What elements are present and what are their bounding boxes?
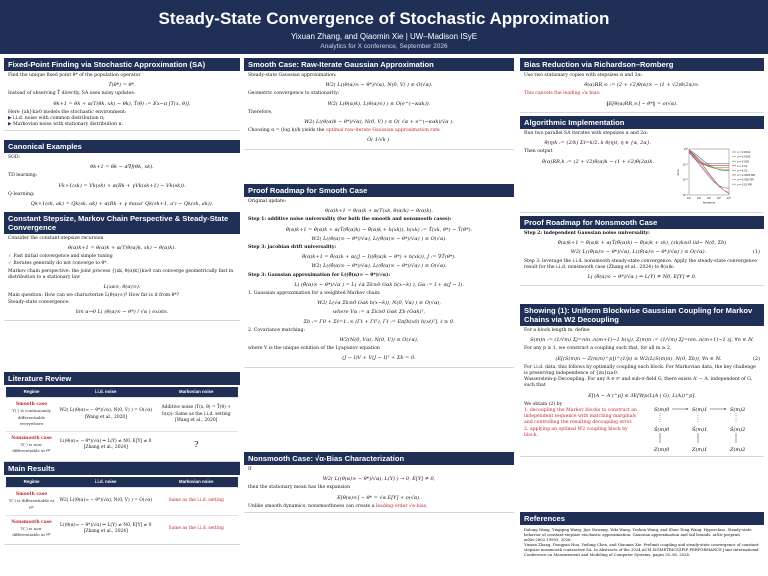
equation: θ̄(α)RR,k := (2 + √2)θ̄(α)k − (1 + √2)θ̄(2α)k. [542,158,654,165]
equation: Õ( 1/√k ). [367,137,391,144]
regime-label: Nonsmooth case [11,519,52,525]
equation: W2(N(0, Vα), N(0, V)) ≤ O(√α), [339,337,419,344]
paragraph: Consider the constant-stepsize recursion [8,236,104,241]
step-label: Step 3: leverage the i.i.d. nonsmooth steady-state convergence. Apply the steady-state convergence result for the i.i.d. nonsmooth case (Zhang et al., 2024) to θ̌(α)k: [524,258,757,270]
showing-coupling-section [520,304,764,457]
section-heading: Proof Roadmap for Nonsmooth Case [520,216,764,229]
main-results-section [4,462,240,545]
equation: θ̃(α)k+1 = θ̃(α)k + α((J − I)(θ̃(α)k − θ*) + b(xk)), J := ∇T̄(θ*). [302,254,456,261]
equation: Σb := Γ0 + Σℓ=1..∞ (Γℓ + Γℓᵀ), Γℓ := Eπ[b(x0) b(xℓ)ᵀ], ℓ ≥ 0. [303,318,455,325]
paragraph: For a block length m, define [524,328,590,333]
paragraph: then the stationary mean has the expansion [248,485,351,491]
table-cell: W2( L((θ(α)∞ − θ*)/√α), N(0, V) ) = O(√α) [Wang et al., 2020] [57,398,154,432]
legend-entry: α = 0.0012 [737,150,751,155]
highlight-text: optimal raw-iterate Gaussian approximation rate [325,128,440,134]
paragraph: where V is the unique solution of the Lyapunov equation [248,346,380,352]
equation: θ(α)k+1 = θ(α)k + α(T(xk, θ(α)k) − θ(α)k). [325,208,433,215]
equation: W2( L(θ(α)k), L(θ(α)∞) ) ≤ O(e^(−καk)). [327,100,431,107]
check-item: ✓ Iterates generally do not converge to θ*. [8,260,108,266]
literature-table [6,387,238,459]
x-tick-label: 10³ [706,196,712,200]
equation-number: (1) [752,249,760,256]
equation: W2( L((θ(α)∞ − θ*)/√α), L((θ̂(α)∞ − θ*)/√α) ) ≤ O(√α). [311,235,447,242]
equation: W2( L((θ(α)∞ − θ*)/√α), N(0, V) ) ≤ O(√α). [325,82,433,89]
paragraph: Here {xk}k≥0 models the stochastic environment: [8,109,127,115]
equation: Qk+1(sk, ak) = Qk(sk, ak) + α(Rk + γ maxa' Qk(sk+1, a') − Qk(sk, ak)). [30,201,214,208]
canonical-section [4,140,240,213]
paragraph: For any p ≥ 1, we construct a coupling such that, for all m ≥ 2, [524,346,672,352]
equation: ‖E[θ(α)RR,∞] − θ*‖ = o(√α). [606,100,678,107]
table-header: Regime [6,387,57,398]
paragraph: Use two stationary copies with stepsizes α and 2α: [524,73,643,78]
legend-entry: α = 0.01 [737,163,748,168]
poster-header [0,0,768,54]
step-label: Step 3: jacobian drift universality: [248,245,337,251]
paragraph: 2. Covariance matching: [248,327,305,333]
table-cell: Same as the i.i.d. setting [154,515,238,542]
poster-venue: Analytics for X conference, September 2026 [320,43,448,50]
table-cell: L((θ(α)∞ − θ*)/√α) ⇒ L(Y) ≠ N0, E[Y] ≠ 0 [Zhang et al., 2024] [57,432,154,459]
y-tick-label: 10⁰ [683,147,688,151]
paragraph [248,504,510,510]
check-text: Iterates generally do not converge to θ*. [13,260,108,266]
error-chart [675,146,761,208]
table-header: i.i.d. noise [57,387,154,398]
section-heading: Showing (1): Uniform Blockwise Gaussian Coupling for Markov Chains via W2 Decoupling [520,304,764,326]
constant-stepsize-section [4,212,240,321]
legend-entry: α = 0.005 RR [737,177,754,182]
equation: lim α→0 L( (θ(α)∞ − θ*) / √α ) exists. [75,308,169,315]
check-text: Fast initial convergence and simple tuning [13,254,113,260]
equation [524,249,760,255]
label: SGD: [8,155,21,160]
legend-entry: α = 0.005 [737,159,749,164]
regime-label: Smooth case [15,402,48,408]
bullet-text: Markovian noise with stationary distribution π. [13,122,123,128]
label: TD learning: [8,173,38,179]
equation: S(m)n := (1/√m) Σj=nm..n(m+1)−1 b(xj), Z(m)n := (1/√m) Σj=nm..n(m+1)−1 zj, ∀n ∈ ℕ. [530,337,754,344]
equation: W2( L((θ(α)k − θ*)/√α), N(0, V) ) ≤ O( √α + e^(−καk)/√α ). [304,119,454,126]
regime-sub: T(·) is non-differentiable at θ* [12,442,51,454]
poster-title: Steady-State Convergence of Stochastic Approximation [158,9,610,28]
equation: (J − I)V + V(J − I)ᵀ + Σb = 0. [342,355,416,362]
highlight-text: leading-order √α-bias. [375,503,428,509]
paragraph: Therefore, [248,109,273,115]
table-row [6,432,238,459]
diagram-node: Ŝ(m)2 [730,426,746,433]
paragraph: Find the unique fixed point θ* of the population operator [8,73,141,78]
table-cell: Additive noise (T(x, θ) = T̄(θ) + b(x)): Same as the i.i.d. setting [Wang et al., 2020] [154,398,238,432]
legend-entry: α = 0.0025 RR [737,173,756,178]
reference-item: Yixuan Zhang, Dongyan Huo, Yudong Chen, and Qiaomin Xie. Prelimit coupling and steady-state convergence of constant-stepsize nonsmooth contractive SA. In Abstracts of the 2024 ACM SIGMETRICS/IFIP PERFORMANCE Joint International Conference on Measurement and Modeling of Computer Systems, pages 35–36, 2024. [524,542,760,557]
ordered-item: 1. decoupling the Markov blocks to construct an independent sequence with matching marginals and controlling the resulting decoupling error. [524,408,637,426]
legend-entry: α = 0.0025 [737,154,751,159]
diagram-node: Ŝ(m)1 [692,426,708,433]
highlight-text: This cancels the leading √α bias: [524,91,601,97]
equation: θ(α)k+1 = θ(α)k + α(T(θ(α)k, xk) − θ(α)k). [68,245,176,252]
equation [524,356,760,362]
bullet-text: i.i.d. noise with common distribution π; [13,116,105,122]
legend-entry: α = 0.01 RR [737,182,753,187]
equation: T̄(θ*) = θ*. [108,82,136,89]
paragraph: Original update: [248,199,287,204]
equation: W2( L(√α Σk≥0 Gαk b(x−k)), N(0, Vα) ) ≤ O(√α), [317,300,441,307]
paragraph: If [248,467,252,472]
equation-body: W2( L((θ̂(α)∞ − θ*)/√α), L((θ̌(α)∞ − θ*)/√α) ) ≤ O(√α). [570,249,707,256]
section-heading: Algorithmic Implementation [520,116,764,129]
check-item: ✓ Fast initial convergence and simple tuning [8,254,113,260]
roadmap-smooth-section [244,184,514,368]
poster-authors: Yixuan Zhang, and Qiaomin Xie | UW–Madison ISyE [290,32,478,41]
equation: W2( L((θ̃(α)∞ − θ*)/√α), L((θ̂(α)∞ − θ*)/√α) ) ≤ O(√α). [311,263,447,270]
reference-item: Dalong Wang, Yingqing Wang, Jiye Nawang, Yeki Wang, Yeshun Wang, and Shun Tong Wang. Hyperclass. Steady-state behavior of constant-stepsize stochastic approximation: Gaussian approximation and tail bounds. arXiv preprint arXiv:2602.19993, 2026. [524,527,752,542]
equation: θ̄(η)k := (2/k) Σℓ=k/2..k θ(η)ℓ, η ∈ {α, 2α}. [544,140,652,147]
section-heading: Smooth Case: Raw-Iterate Gaussian Approximation [244,58,514,71]
paragraph: Steady-state convergence: [8,299,70,305]
equation: W2( L((θ(α)∞ − θ*)/√α), L(Y) ) → 0, E[Y] ≠ 0, [322,476,436,483]
section-heading: Bias Reduction via Richardson–Romberg [520,58,764,71]
equation: θ̄(α)RR,∞ := (2 + √2)θ(α)∞ − (1 + √2)θ(2α)∞. [584,82,700,89]
fixed-point-section [4,58,240,131]
table-header: Regime [6,477,57,488]
main-results-table [6,477,238,542]
bullet-item: ▶ i.i.d. noise with common distribution π; [8,116,105,122]
equation: L( (θ̃(α)∞ − θ*)/√α ) = L( √α Σk≥0 Gαk b(x−k) ), Gα := I + α(J − I). [294,281,464,288]
x-tick-label: 10⁵ [726,196,732,200]
diagram-node: S(m)2 [730,406,746,413]
paragraph: Steady-state Gaussian approximation: [248,73,337,78]
equation: E[θ(α)∞] − θ* = √α E[Y] + o(√α). [337,494,421,501]
x-tick-label: 10⁴ [716,196,722,200]
y-tick-label: 10⁻² [682,177,688,182]
table-row [6,488,238,516]
section-heading: Literature Review [4,372,240,385]
equation: where Vα := α Σk≥0 Gαk Σb (Gαk)ᵀ, [332,309,426,316]
regime-label: Smooth case [15,492,48,498]
y-tick-label: 10⁻¹ [682,162,688,167]
table-header: i.i.d. noise [57,477,154,488]
literature-review-section [4,372,240,462]
section-heading: Main Results [4,462,240,475]
section-heading: Fixed-Point Finding via Stochastic Approximation (SA) [4,58,240,71]
section-heading: References [520,512,764,525]
equation: E[(A − A')^p] ≤ 3E[Wp(L(A | G), L(A))^p]. [588,392,696,399]
equation: θk+1 = θk + α(T(θk, xk) − θk), T̄(θ) := Ex∼π [T(x, θ)]. [53,100,191,107]
table-cell: L((θ(α)∞ − θ*)/√α) ⇒ L(Y) ≠ N0, E[Y] ≠ 0 [Zhang et al., 2024] [57,515,154,542]
table-cell: Same as the i.i.d. setting [154,488,238,516]
table-header: Markovian noise [154,387,238,398]
step-label: Step 2: independent Gaussian noise universality: [524,231,650,236]
regime-sub: T(·) is continuously differentiable everywhere [12,408,51,426]
section-heading: Constant Stepsize, Markov Chain Perspective & Steady-State Convergence [4,212,240,234]
bias-reduction-section [520,58,764,113]
references-section [520,512,764,559]
equation-number: (2) [752,355,760,362]
paragraph [248,128,510,134]
error-chart-svg [675,146,761,208]
diagram-node: Ŝ(m)0 [654,426,670,433]
diagram-node: Z(m)1 [692,446,708,453]
y-axis-label: Error [676,168,680,176]
paragraph: Wasserstein-p Decoupling. For any A ∈ ℓᵖ and sub-σ-field G, there exists A' ∼ A, independent of G, such that [524,377,753,389]
ordered-item: 2. applying an optimal W2 coupling block by block. [524,426,628,438]
x-tick-label: 10¹ [686,196,692,200]
text: Choosing α = (log k)/k yields the [248,128,325,134]
paragraph: Then output [524,149,553,155]
legend-entry: α = 0.02 [737,168,748,173]
x-tick-label: 10² [696,196,702,200]
table-row [6,515,238,542]
equation: θ̌(α)k+1 = θ̌(α)k + α(T̄(θ̌(α)k) − θ̌(α)k + zk), (zk)k≥0 iid∼ N(0, Σb) [557,240,727,247]
roadmap-nonsmooth-section [520,216,764,286]
paragraph: Geometric convergence to stationarity: [248,91,340,97]
section-heading: Canonical Examples [4,140,240,153]
regime-sub: T(·) is differentiable at θ* [8,498,55,510]
paragraph: Run two parallel SA iterates with stepsizes α and 2α: [524,131,648,136]
bullet-item: ▶ Markovian noise with stationary distribution π. [8,122,123,128]
equation-body: (E[(S(m)n − Z(m)n)^p])^(1/p) ≤ W2(L(S(m)n), N(0, Σb)), ∀n ∈ ℕ. [555,355,722,362]
regime-sub: T(·) is non-differentiable at θ* [12,526,51,538]
x-axis-label: Iterations [702,200,716,205]
diagram-node: Z(m)0 [654,446,670,453]
table-cell: ? [154,432,238,459]
section-heading: Proof Roadmap for Smooth Case [244,184,514,197]
paragraph: 1. Gaussian approximation for a weighted Markov chain: [248,291,381,297]
table-cell: W2( L((θ(α)∞ − θ*)/√α), N(0, V) ) = O(√α) [57,488,154,516]
paragraph: We obtain (2) by [524,401,563,407]
paragraph: Instead of observing T̄ directly, SA uses noisy updates: [8,91,136,97]
y-tick-label: 10⁻³ [682,193,688,197]
coupling-diagram [642,402,758,454]
equation: L(xα∞, θ(α)∞). [103,284,141,291]
section-heading: Nonsmooth Case: √α-Bias Characterization [244,452,514,465]
step-label: Step 1: additive noise universality (for both the smooth and nonsmooth cases): [248,217,452,223]
table-row [6,398,238,432]
paragraph: Markov chain perspective: the joint process {(xk, θ(α)k)}k≥0 can converge geometrically fast in distribution to a stationary law [8,268,234,281]
equation: θ̂(α)k+1 = θ̂(α)k + α(T̄(θ̂(α)k) − θ̂(α)k + b(xk)), b(xk) := T̄(xk, θ*) − T̄(θ*). [285,226,473,233]
label: Q-learning: [8,191,35,197]
equation: Vk+1(sk) = Vk(sk) + α(Rk + γVk(sk+1) − Vk(sk)). [58,182,186,189]
nonsmooth-bias-section [244,452,514,513]
paragraph: For i.i.d. data, this follows by optimally coupling each block. For Markovian data, the key challenge is preserving independence of {zn}n≥0. [524,364,756,377]
table-header: Markovian noise [154,477,238,488]
step-label: Step 3: Gaussian approximation for L((θ̃(α)∞ − θ*)/√α): [248,272,391,278]
regime-label: Nonsmooth case [11,436,52,442]
paragraph: Main question: How can we characterize L(θ(α)∞)? How far is it from θ*? [8,293,180,299]
smooth-gaussian-section [244,58,514,150]
text: Unlike smooth dynamics, nonsmoothness can create a [248,503,375,509]
equation: θk+1 = θk − α∇f(θk, xk). [90,164,154,171]
diagram-node: S(m)0 [654,406,670,413]
diagram-node: Z(m)2 [730,446,746,453]
diagram-node: S(m)1 [692,406,708,413]
equation: L( (θ̌(α)∞ − θ*)/√α ) ⇒ L(Y) ≠ N0, E[Y] ≠ 0. [587,274,697,281]
